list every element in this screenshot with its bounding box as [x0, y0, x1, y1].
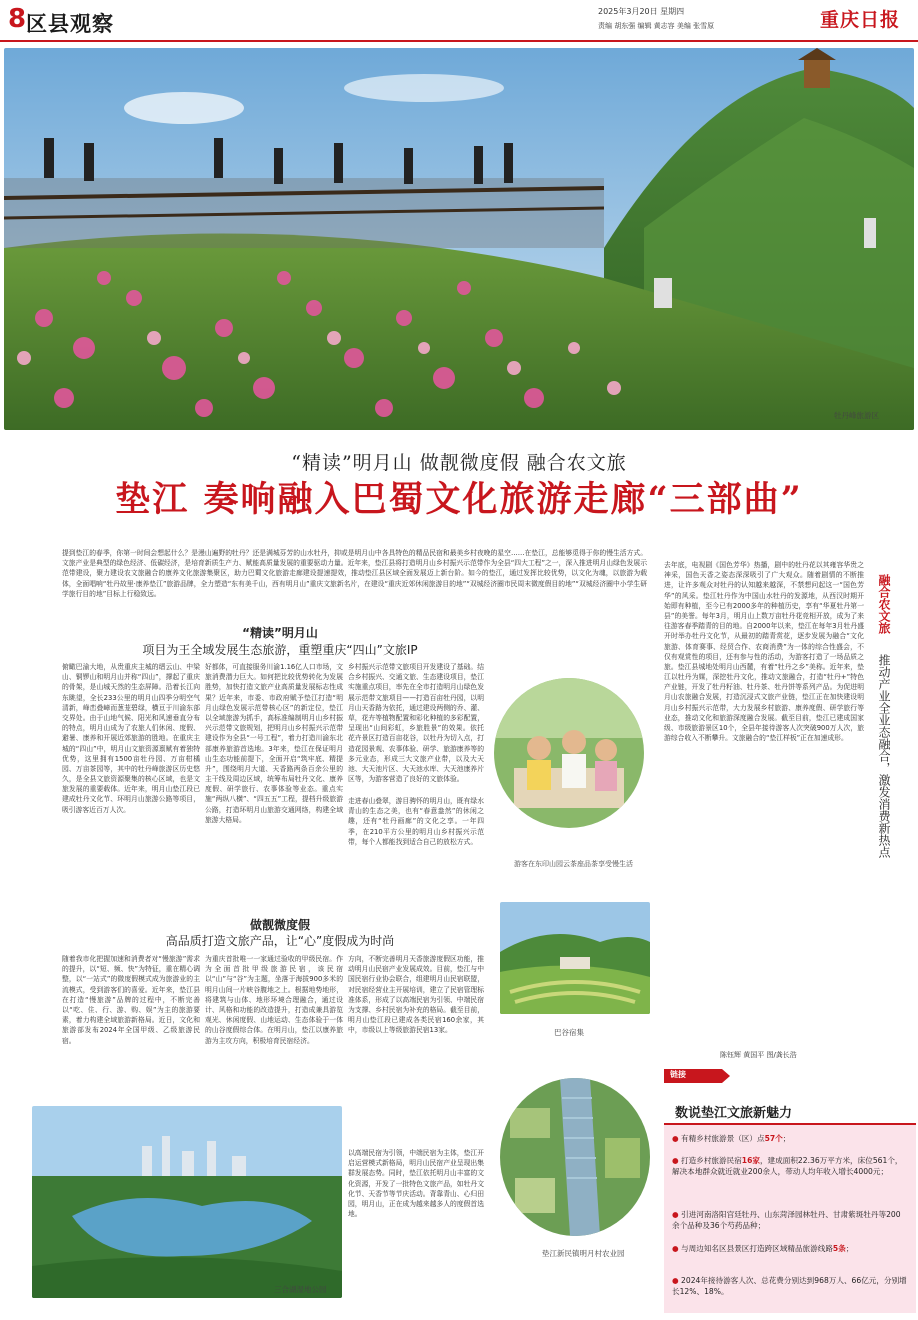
right-column-text: 去年底，电视剧《国色芳华》热播，剧中的牡丹花以其雍容华贵之神采，国色天香之姿态深深吸引了广大观众。随着剧情的不断推进，让许多观众对牡丹的认知越来越深，不禁想问起这一“国色芳华”的风采。垫江牡丹作为中国山水牡丹的发源地，从西汉时期开始即有种植，至今已有2000多年的种植历史，享有“华夏牡丹第一县”的美誉。每年3月，明月山上数万亩牡丹花竞相开放，成为了来往游客春季踏青的目的地。自2000年以来，垫江在每年3月牡丹盛开时举办牡丹文化节，从最初的踏青赏花，逐步发展为融合“文化旅游、体育赛事、经贸合作、农商消费”为一体的综合性盛会，不仅有观赏性的项目，还有参与性的活动，为游客打造了一场品质之旅。垫江县城地处明月山西麓，有着“牡丹之乡”美称。近年来，垫江以牡丹为媒，深挖牡丹文化，推动文旅融合，打造“牡丹+”特色产业链，开发了牡丹籽油、牡丹茶、牡丹饼等系列产品。为促进明月山农旅融合发展，打造沉浸式文旅产业链，垫江正在加快建设明月山乡村振兴示范带，大力发展乡村旅游、康养度假、研学旅行等业态，推动文化和旅游深度融合发展。截至目前，垫江已建成国家级、市级旅游景区10个，全县年接待游客人次突破900万人次，旅游综合收入不断攀升。文旅融合的“垫江样板”正在加速成形。 — [664, 561, 864, 743]
part2-column-1: 随着我市化把握加速和消费者对“慢旅游”需求的提升，以“短、频、快”为特征，重在精心调整，以“一站式”的微度假模式成为旅游业的主流模式，受到游客们的喜爱。近年来，垫江县在打造“慢旅游”品牌的过程中，不断完善以“吃、住、行、游、购、娱”为主的旅游要素，着力构建全域旅游新格局。近日，文化和旅游部发布2024年全国甲级、乙级旅游民宿。 — [62, 955, 200, 1045]
part1-column-3b: 走进春山叠翠，游目骋怀的明月山，既有绿水青山的生态之美，也有“春意盎然”的休闲之趣，还有“牡丹画廊”的文化之享。一年四季，在210平方公里的明月山乡村振兴示范带，每个人都能找到适合自己的放松方式。 — [348, 797, 484, 846]
hero-photo — [4, 48, 914, 430]
tea-scene-image — [494, 678, 644, 828]
section-title: 区县观察 — [26, 12, 114, 36]
part2-column-2: 为重庆首批唯一一家通过验收的甲级民宿。作为全面首批甲级旅游民宿，该民宿以“山”与“谷”为主题，坐落于海拔900多米的明月山间一片峡谷腹地之上。根据地势地形，将建筑与山体、地形环境合理融合，通过设计、风格和功能的改造提升，打造成兼具游览观光、休闲度假、山地运动、生态体验于一体的山谷度假综合体。在明月山，垫江以康养旅游为主攻方向，积极培育民宿经济。 — [205, 955, 343, 1045]
lead-paragraph: 提到垫江的春季，你第一时间会想起什么？是漫山遍野的牡丹？还是满城芬芳的山水牡丹，抑或是明月山中各具特色的精品民宿和最美乡村夜晚的星空……在垫江，总能够觅得于你的慢生活方式。文旅产业是典型的绿色经济、低碳经济，是培育新质生产力、赋能高质量发展的重要驱动力量。近年来，垫江县将打造明月山乡村振兴示范带作为全县“四大工程”之一，深入推进明月山绿色发展示范带建设，聚力建设农文旅融合的康养文化旅游集聚区，助力巴蜀文化旅游走廊建设提速提效，推动垫江县区域全面发展迈上新台阶。如今的垫江，通过发挥比较优势，以文化为魂，以旅游为载体，全面唱响“牡丹故里·康养垫江”旅游品牌，全力塑造“东有美千山，西有明月山”重庆文旅新名片，在建设“重庆近郊休闲旅游目的地”“双城经济圈市民周末微度假目的地”“双城经济圈中小学生研学旅行目的地”目标上行稳致远。 — [62, 549, 647, 598]
lake-photo-caption: 三合湖湿地公园 — [274, 1285, 327, 1294]
bagu-inn-image — [500, 902, 650, 1014]
facts-box — [664, 1123, 916, 1313]
lake-photo — [32, 1106, 342, 1298]
mingyue-farm-image — [500, 1078, 650, 1236]
side-subtitle: 推动产业全业态融合，激发消费新热点 — [877, 654, 891, 858]
header-divider — [0, 40, 918, 42]
headline-title: 垫江 奏响融入巴蜀文化旅游走廊“三部曲” — [115, 479, 803, 520]
newspaper-logo: 重庆日报 — [820, 9, 901, 31]
part1-heading: “精读”明月山 — [242, 626, 318, 640]
editor-credits: 责编 胡东强 编辑 黄志容 美编 张雪原 — [598, 22, 715, 30]
peony-hillside-image — [4, 48, 914, 430]
part2-heading: 做靓微度假 — [249, 918, 310, 932]
fact-item-2: ● 打造乡村旅游民宿16家，建成面积22.36万平方米，床位561个，解决本地群众就近就业200余人，带动人均年收入增长4000元； — [672, 1156, 903, 1176]
part2-column-3: 方向，不断完善明月天香旅游度假区功能，推动明月山民宿产业发展成效。目前，垫江与中国民宿行业协会联合，组建明月山民宿联盟，对民宿经营业主开展培训，建立了民宿管理标准体系，形成了以高端民宿为引领、中端民宿为支撑、乡村民宿为补充的格局。截至目前，明月山垫江段已建成各类民宿160余家，其中，市级以上等级旅游民宿13家。 — [348, 955, 484, 1035]
bagu-photo — [500, 902, 650, 1014]
byline: 陈钰辉 黄国平 图/龚长浩 — [720, 1051, 797, 1059]
fact-item-4: ● 与周边知名区县景区打造跨区域精品旅游线路5条； — [672, 1244, 854, 1253]
part1-column-2: 好都体，可直接服务川渝1.16亿人口市场，文旅消费潜力巨大。如何把比较优势转化为发展胜势，加快打造文旅产业高质量发展标志性成果？近年来，市委、市政府赋予垫江打造“明月山绿色发展示范带核心区”的新定位，垫江以全域旅游为抓手，高标准编制明月山乡村振兴示范带文旅规划，把明月山乡村振兴示范带建设作为全县“一号工程”，着力打造川渝东北部康养旅游首选地。3年来，垫江在保证明月山生态功能前提下，全面开启“筑牢底、精提升”，围绕明月大道、天香路两条百余公里的主干线及周边区域，统筹布局牡丹文化、康养度假、研学旅行、农事体验等业态。重点实施“两纵八横”、“四五五”工程，提档升级旅游公路，打造环明月山旅游交通网络，构建全域旅游大格局。 — [205, 663, 343, 824]
part1-subheading: 项目为王全域发展生态旅游，重塑重庆“四山”文旅IP — [142, 643, 418, 657]
hero-caption: 牡丹峰旅游区 — [834, 411, 879, 420]
part1-column-3: 乡村振兴示范带文旅项目开发建设了基础。结合乡村振兴、交通文旅、生态建设项目，垫江实施重点项目，率先在全市打造明月山绿色发展示范带文旅项目——打造百亩牡丹园，以明月山天香路为依托，通过建设两侧的乔、灌、草，花卉等植物配置和彩化种植的多彩配置，呈现出“山间彩虹，乡旅胜景”的效果。依托花卉景区打造百亩花谷，以牡丹为切入点，打造花园景观、农事体验、研学、旅游康养等的多元业态，形成三大文旅产业带，以及大天池、大天池片区、大天池水库、大天池康养片区等，为游客营造了良好的文旅体验。 — [348, 663, 484, 784]
facts-box-title: 数说垫江文旅新魅力 — [675, 1106, 793, 1121]
part2-subheading: 高品质打造文旅产品，让“心”度假成为时尚 — [165, 934, 395, 948]
tea-photo — [494, 678, 644, 828]
headline-subtitle: “精读”明月山 做靓微度假 融合农文旅 — [291, 452, 627, 474]
fact-item-1: ● 有精乡村旅游景（区）点57个； — [672, 1134, 791, 1143]
link-tag — [664, 1068, 730, 1082]
page-number: 8 — [8, 4, 27, 34]
part2-column-4: 以高端民宿为引领，中端民宿为主体，垫江开启运营模式新格局，明月山民宿产业呈现出集群发展态势。同时，垫江依托明月山丰富的文化资源，开发了一批特色文旅产品，如牡丹文化节、天香节等节庆活动。背靠青山、心归田园，明月山，正在成为越来越多人的度假首选地。 — [348, 1149, 484, 1219]
issue-date: 2025年3月20日 星期四 — [598, 7, 685, 16]
page-header — [0, 0, 918, 46]
fact-item-5: ● 2024年接待游客人次、总花费分别达到968万人、66亿元，分别增长12%、18%。 — [672, 1276, 907, 1296]
part1-column-1: 俯瞰巴渝大地，从贵重庆主城的缙云山、中梁山、铜锣山和明月山并称“四山”，撑起了重庆的骨架，是山城天然的生态屏障。沿着长江向东眺望，全长233公里的明月山四季分明空气清新，峰峦叠嶂而葱茏碧绿，横亘于川渝东部交界处。由于山地气候、阳光和风速垂直分布的特点，明月山成为了农旅人们休闲、度假、避暑、康养和开展近郊旅游的胜地。在重庆主城的“四山”中，明月山文旅资源禀赋有着独特优势，这里拥有1500亩牡丹园、万亩柑橘园、万亩茶园等，其中的牡丹峰旅游区历史悠久，是全县文旅资源聚集的核心区域，也是文旅发展的重要载体。近年来，明月山垫江段已建成牡丹文化节、环明月山旅游公路等项目，吸引游客近百万人次。 — [62, 663, 200, 814]
link-label: 链接 — [670, 1070, 686, 1079]
side-title: 融合农文旅 — [877, 574, 891, 634]
farm-photo — [500, 1078, 650, 1236]
sanhe-lake-image — [32, 1106, 342, 1298]
tea-photo-caption: 游客在东印山园云茶座品茶享受慢生活 — [514, 860, 633, 868]
bagu-photo-caption: 巴谷宿集 — [554, 1028, 584, 1037]
fact-item-3: ● 引进河南洛阳宫廷牡丹、山东菏泽园林牡丹、甘肃紫斑牡丹等200余个品种及36个芍药品种； — [672, 1210, 901, 1230]
farm-photo-caption: 垫江新民镇明月村农业园 — [542, 1249, 625, 1258]
